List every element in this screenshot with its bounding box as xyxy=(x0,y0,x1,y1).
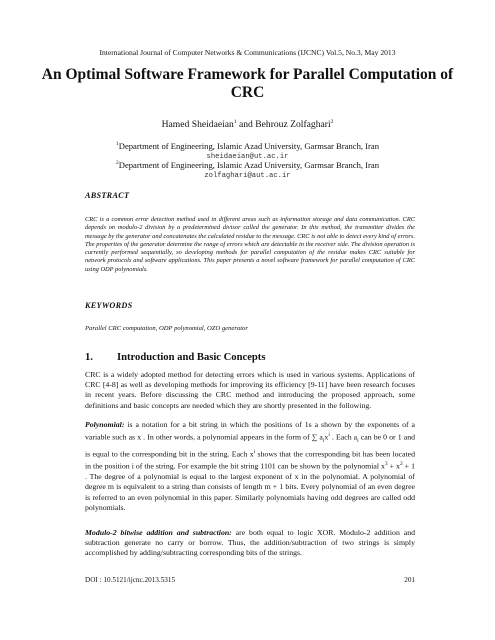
author-and: and xyxy=(236,119,256,131)
keywords-text: Parallel CRC computation, ODP polynomial, OZO generator xyxy=(85,325,248,332)
section-title: Introduction and Basic Concepts xyxy=(117,352,266,363)
affiliation-1-sup: 1 xyxy=(115,141,119,148)
section-heading xyxy=(85,352,265,363)
paper-title: An Optimal Software Framework for Parallel Computation of CRC xyxy=(41,66,454,101)
affiliation-1-text: Department of Engineering, Islamic Azad University, Garmsar Branch, Iran xyxy=(118,141,380,151)
journal-header: International Journal of Computer Networks & Communications (IJCNC) Vol.5, No.3, May 2013 xyxy=(99,48,396,57)
footer-page-number: 201 xyxy=(404,576,415,584)
polynomial-text-4: shows that the corresponding bit has been located in the position i of the string. For example the bit string 1101 can be shown by the polynomial x xyxy=(85,449,415,471)
affiliation-2-text: Department of Engineering, Islamic Azad University, Garmsar Branch, Iran xyxy=(118,160,380,170)
abstract-heading: ABSTRACT xyxy=(85,191,130,200)
authors-line xyxy=(0,119,495,130)
author-1: Hamed Sheidaeian xyxy=(161,119,234,131)
polynomial-text-3: can be 0 or 1 and is equal to the corresponding bit in the string. Each x xyxy=(85,432,416,459)
polynomial-paragraph: Polynomial: is a notation for a bit string in which the positions of 1s a shown by the exponents of a variable such as x . In other words, a polynomial appears in the form of ∑ $a_ix^i$ . Each $a_i$ can be 0 or 1 and is equal to the corresponding bit in the string. Each $x^i$ shows that the corresponding bit has been located in the position i of the string. For example the bit string 1101 can be shown by the polynomial $x^3 + x^2 + 1$ . The degree of a polynomial is equal to the largest exponent of x in the polynomial. A polynomial of degree m is equivalent to a string than consists of length m + 1 bits. Every polynomial of an even degree is referred to an even polynomial in this paper. Similarly polynomials having odd degrees are called odd polynomials. xyxy=(85,420,416,512)
email-1: sheidaeian@ut.ac.ir xyxy=(206,153,289,161)
keywords-heading: KEYWORDS xyxy=(85,301,133,310)
polynomial-text-5: + x xyxy=(387,461,400,471)
affiliation-2-sup: 2 xyxy=(115,160,119,167)
modulo-text: are both equal to logic XOR. Modulo-2 addition and subtraction generate no carry or borrow. Thus, the addition/subtraction of two strings is simply accomplished by adding/subtracting corresponding bits of the strings. xyxy=(85,528,415,558)
polynomial-text-2: . Each a xyxy=(329,432,358,442)
section-number: 1. xyxy=(85,352,93,363)
affiliation-1 xyxy=(0,141,495,151)
affiliation-2 xyxy=(0,160,495,170)
author-1-sup: 1 xyxy=(233,119,237,125)
author-2: Behrouz Zolfaghari xyxy=(255,119,331,131)
polynomial-lead: Polynomial: xyxy=(85,420,125,429)
polynomial-text-6: + 1 . The degree of a polynomial is equal to the largest exponent of x in the polynomial. A polynomial of degree m is equivalent to a string than consists of length m + 1 bits. Every polynomial of an even degree is referred to an even polynomial in this paper. Similarly polynomials having odd degrees are called odd polynomials. xyxy=(85,461,415,512)
abstract-text: CRC is a common error detection method used in different areas such as information storage and data communication. CRC depends on modulo-2 division by a predetermined divisor called the generator. In this method, the transmitter divides the message by the generator and concatenates the calculated residue to the message. CRC is not able to detect every kind of errors. The properties of the generator determine the range of errors which are detectable in the receiver side. The division operation is currently performed sequentially, so developing methods for parallel computation of the residue makes CRC suitable for network protocols and software applications. This paper presents a novel software framework for parallel computation of CRC using ODP polynomials. xyxy=(85,216,415,273)
intro-paragraph: CRC is a widely adopted method for detecting errors which is used in various systems. Applications of CRC [4-8] as well as developing methods for improving its efficiency [9-11] have been research focuses in recent years. Before discussing the CRC method and introducing the proposed approach, some definitions and basic concepts are needed which they are shortly presented in the following. xyxy=(85,370,415,410)
modulo-lead: Modulo-2 bitwise addition and subtraction: xyxy=(85,528,232,537)
author-2-sup: 2 xyxy=(330,119,334,125)
polynomial-text-1: is a notation for a bit string in which the positions of 1s a shown by the exponents of a variable such as x . In other words, a polynomial appears in the form of ∑ a xyxy=(85,420,415,442)
modulo-paragraph xyxy=(85,528,415,559)
email-2: zolfaghari@aut.ac.ir xyxy=(204,172,291,180)
footer-doi: DOI : 10.5121/ijcnc.2013.5315 xyxy=(85,576,176,584)
